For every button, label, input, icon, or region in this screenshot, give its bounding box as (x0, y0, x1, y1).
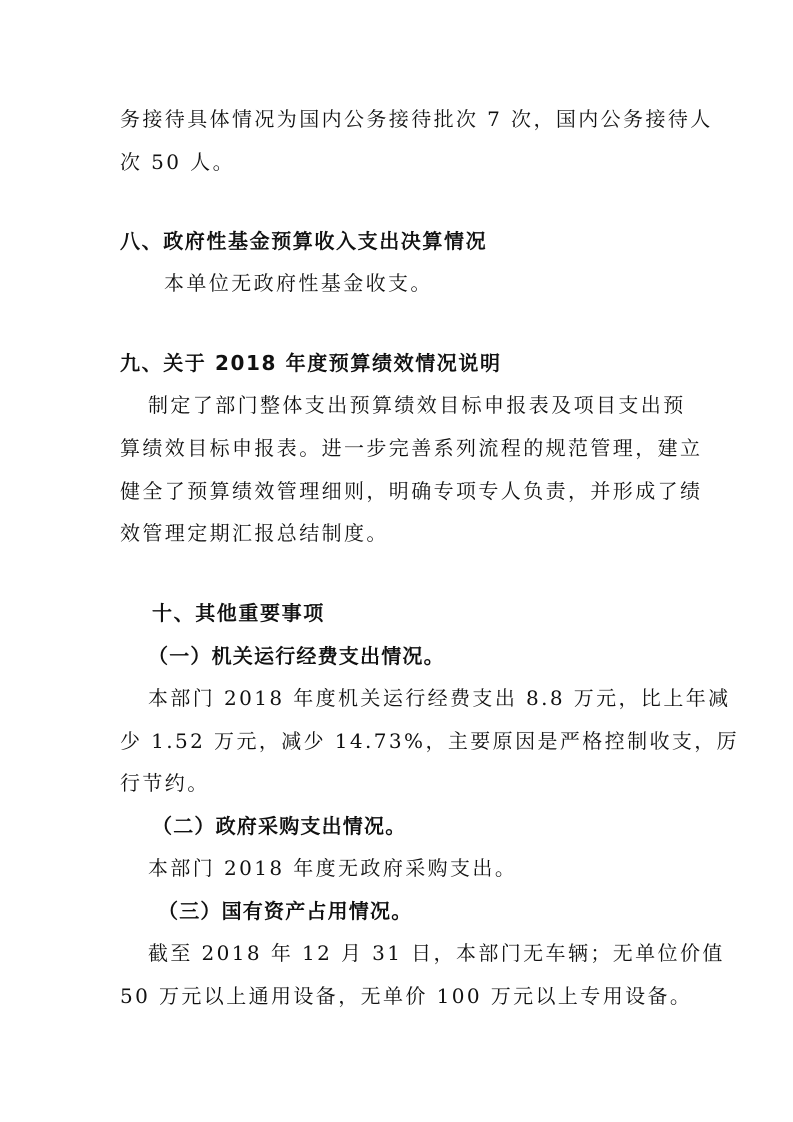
subsection-1-title: （一）机关运行经费支出情况。 (148, 644, 445, 668)
section-9-paragraph-line: 算绩效目标申报表。进一步完善系列流程的规范管理，建立 (120, 436, 703, 460)
section-8-body: 本单位无政府性基金收支。 (164, 271, 433, 295)
section-9-paragraph-line: 健全了预算绩效管理细则，明确专项专人负责，并形成了绩 (120, 479, 703, 503)
reception-text-line-2: 次 50 人。 (120, 150, 235, 174)
section-8-heading: 八、政府性基金预算收入支出决算情况 (120, 229, 488, 253)
subsection-3-paragraph-line: 截至 2018 年 12 月 31 日，本部门无车辆；无单位价值 (148, 941, 725, 965)
subsection-1-paragraph-line: 少 1.52 万元，减少 14.73%，主要原因是严格控制收支，厉 (120, 729, 740, 753)
subsection-1-paragraph-line: 本部门 2018 年度机关运行经费支出 8.8 万元，比上年减 (148, 686, 731, 710)
subsection-2-body: 本部门 2018 年度无政府采购支出。 (148, 856, 518, 880)
section-9-paragraph-line: 效管理定期汇报总结制度。 (120, 521, 389, 545)
subsection-2-title: （二）政府采购支出情况。 (152, 814, 407, 838)
subsection-3-paragraph-line: 50 万元以上通用设备，无单价 100 万元以上专用设备。 (120, 984, 693, 1008)
section-10-heading: 十、其他重要事项 (152, 601, 325, 625)
subsection-1-paragraph-line: 行节约。 (120, 771, 210, 795)
section-9-paragraph-line: 制定了部门整体支出预算绩效目标申报表及项目支出预 (148, 393, 686, 417)
subsection-3-title: （三）国有资产占用情况。 (158, 899, 413, 923)
section-9-heading: 九、关于 2018 年度预算绩效情况说明 (120, 351, 502, 375)
reception-text-line-1: 务接待具体情况为国内公务接待批次 7 次，国内公务接待人 (120, 107, 713, 131)
